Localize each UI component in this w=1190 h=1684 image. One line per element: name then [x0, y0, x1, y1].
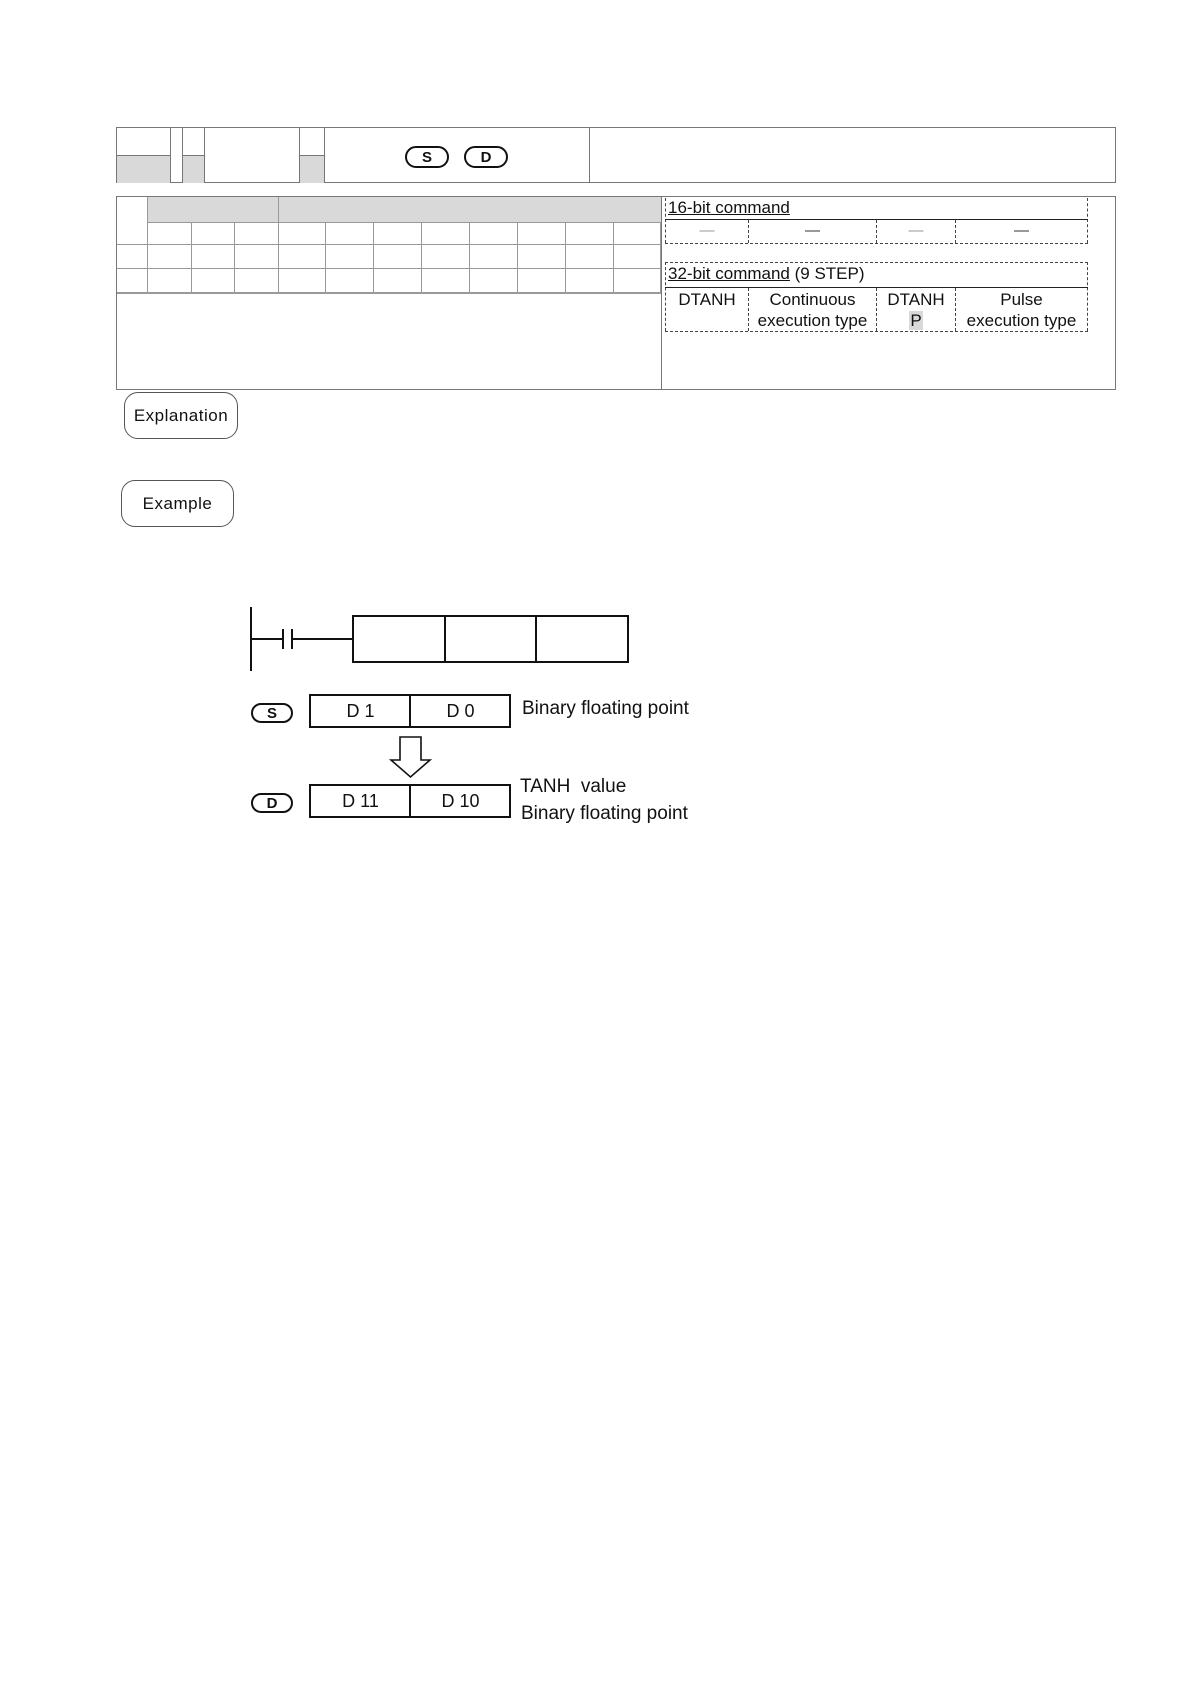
s-register-low: D 0 — [446, 701, 475, 721]
cmd32-label: 32-bit command — [668, 264, 790, 283]
down-arrow-icon — [391, 737, 430, 777]
instruction-box-1 — [353, 616, 445, 662]
s-register-desc: Binary floating point — [522, 698, 689, 719]
instruction-box-3 — [536, 616, 628, 662]
cmd16-mark-2: — — [805, 222, 820, 239]
cmd16-mark-4: — — [1014, 222, 1029, 239]
cmd32-col2-line2: execution type — [757, 311, 868, 330]
cmd16-mark-1: — — [699, 222, 715, 239]
cmd32-steps: (9 STEP) — [789, 264, 865, 283]
cmd32-col4-line1: Pulse — [1000, 290, 1043, 309]
diagram-operand-s: S — [251, 703, 293, 723]
explanation-label: Explanation — [124, 392, 238, 439]
cmd32-col4-line2: execution type — [966, 311, 1077, 330]
s-register-high: D 1 — [346, 701, 375, 721]
d-register-desc-line2: Binary floating point — [521, 803, 688, 824]
d-register-high: D 11 — [342, 791, 379, 811]
cmd16-label: 16-bit command — [668, 198, 790, 217]
cmd16-mark-3: — — [908, 222, 924, 239]
cmd32-col1: DTANH — [678, 290, 736, 309]
example-label: Example — [121, 480, 234, 527]
cmd32-col3-line1: DTANH — [887, 290, 945, 309]
instruction-box-2 — [445, 616, 536, 662]
header-operand-d: D — [464, 146, 508, 168]
cmd32-col3-p: P — [910, 311, 922, 330]
d-register-low: D 10 — [441, 791, 480, 811]
header-operand-s: S — [405, 146, 449, 168]
d-register-desc-line1: TANH value — [520, 776, 627, 797]
cmd32-col2-line1: Continuous — [769, 290, 856, 309]
diagram-operand-d: D — [251, 793, 293, 813]
